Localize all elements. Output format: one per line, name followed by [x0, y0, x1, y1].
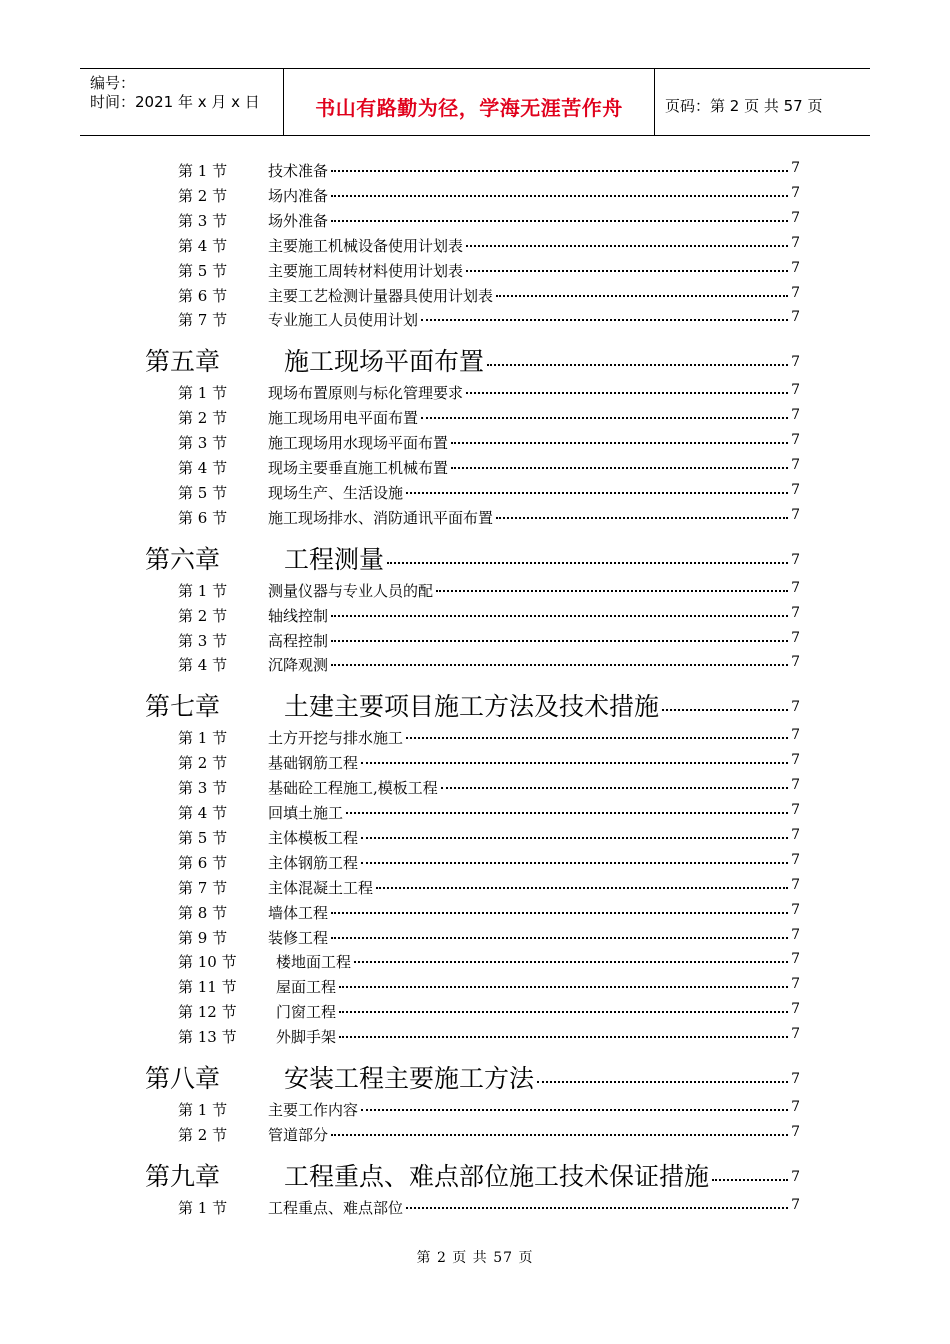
dot-leader [329, 927, 800, 943]
section-title: 高程控制 [268, 631, 329, 650]
toc-entry[interactable] [0, 1001, 950, 1023]
dot-leader [337, 976, 800, 992]
toc-entry[interactable] [0, 877, 950, 899]
dot-leader [352, 951, 800, 967]
dot-leader [710, 1169, 800, 1185]
leader-dots [406, 736, 788, 739]
dot-leader [359, 752, 800, 768]
leader-dots [331, 663, 788, 666]
leader-dots [339, 1035, 788, 1038]
page-number: 7 [791, 1099, 800, 1115]
page-number: 7 [791, 752, 800, 769]
toc-entry[interactable] [0, 752, 950, 774]
section-title: 管道部分 [268, 1125, 329, 1144]
section-title: 主体模板工程 [268, 828, 359, 847]
dot-leader [660, 699, 800, 715]
dot-leader [464, 260, 800, 276]
section-number: 第 4 节 [178, 459, 228, 477]
section-title: 技术准备 [268, 162, 329, 180]
page-number: 7 [791, 579, 800, 596]
leader-dots [354, 960, 788, 963]
page-number: 7 [791, 802, 800, 818]
dot-leader [329, 210, 800, 226]
section-number: 第 1 节 [178, 581, 228, 600]
page-number: 7 [791, 777, 800, 794]
page-number: 7 [791, 457, 800, 473]
toc-entry[interactable] [0, 457, 950, 479]
dot-leader [439, 777, 800, 793]
section-title: 回填土施工 [268, 804, 344, 822]
section-title: 专业施工人员使用计划 [268, 311, 419, 330]
section-title: 工程重点、难点部位 [268, 1198, 404, 1217]
leader-dots [331, 194, 788, 197]
leader-dots [466, 391, 788, 394]
section-number: 第 1 节 [178, 1101, 228, 1119]
chapter-number: 第九章 [145, 1161, 221, 1191]
toc-entry[interactable] [0, 1026, 950, 1048]
toc-chapter[interactable] [0, 1157, 950, 1191]
section-title: 施工现场排水、消防通讯平面布置 [268, 508, 494, 527]
leader-dots [436, 589, 788, 592]
page-number: 7 [791, 727, 800, 744]
toc-entry[interactable] [0, 976, 950, 998]
chapter-title: 安装工程主要施工方法 [284, 1064, 535, 1093]
toc-entry[interactable] [0, 1099, 950, 1121]
section-title: 沉降观测 [268, 656, 329, 675]
dot-leader [359, 852, 800, 868]
page-number: 7 [791, 876, 800, 893]
toc-entry[interactable] [0, 432, 950, 454]
section-number: 第 10 节 [178, 953, 237, 972]
leader-dots [712, 1178, 788, 1181]
dot-leader [494, 285, 800, 301]
chapter-title: 工程测量 [284, 544, 385, 574]
section-number: 第 3 节 [178, 779, 228, 798]
page-number: 7 [791, 184, 800, 201]
dot-leader [329, 160, 800, 176]
section-title: 屋面工程 [276, 978, 337, 997]
dot-leader [419, 407, 800, 423]
dot-leader [535, 1071, 800, 1087]
leader-dots [376, 886, 788, 889]
chapter-number: 第六章 [145, 544, 221, 574]
section-title: 墙体工程 [268, 903, 329, 922]
page-number: 7 [791, 551, 800, 568]
section-number: 第 1 节 [178, 162, 228, 180]
motto: 书山有路勤为径，学海无涯苦作舟 [315, 96, 623, 120]
section-number: 第 5 节 [178, 261, 228, 280]
section-number: 第 5 节 [178, 828, 228, 847]
leader-dots [451, 466, 788, 469]
section-title: 测量仪器与专业人员的配 [268, 581, 434, 600]
page-number: 7 [791, 1168, 800, 1185]
page-number: 7 [791, 1196, 800, 1213]
section-number: 第 1 节 [178, 384, 228, 403]
section-number: 第 2 节 [178, 606, 228, 625]
toc-entry[interactable] [0, 852, 950, 874]
dot-leader [329, 902, 800, 918]
leader-dots [441, 786, 788, 789]
dot-leader [485, 354, 800, 370]
leader-dots [451, 441, 788, 444]
leader-dots [331, 219, 788, 222]
page-number: 7 [791, 604, 800, 621]
leader-dots [339, 985, 788, 988]
dot-leader [337, 1026, 800, 1042]
page-number: 7 [791, 354, 800, 371]
chapter-number: 第五章 [145, 347, 221, 377]
section-title: 现场布置原则与标化管理要求 [268, 384, 464, 403]
toc-entry[interactable] [0, 605, 950, 627]
section-title: 主要工作内容 [268, 1101, 359, 1119]
section-title: 轴线控制 [268, 606, 329, 625]
toc-entry[interactable] [0, 802, 950, 824]
section-number: 第 4 节 [178, 236, 228, 255]
section-title: 主要施工机械设备使用计划表 [268, 236, 464, 255]
section-number: 第 2 节 [178, 409, 228, 428]
toc-entry[interactable] [0, 827, 950, 849]
dot-leader [359, 827, 800, 843]
leader-dots [421, 318, 788, 321]
page-number: 7 [791, 259, 800, 276]
dot-leader [359, 1099, 800, 1115]
toc-entry[interactable] [0, 382, 950, 404]
toc-chapter[interactable] [0, 540, 950, 574]
leader-dots [537, 1080, 788, 1083]
dot-leader [329, 1124, 800, 1140]
section-number: 第 3 节 [178, 211, 228, 230]
section-number: 第 1 节 [178, 729, 228, 748]
section-number: 第 4 节 [178, 656, 228, 675]
toc-entry[interactable] [0, 727, 950, 749]
serial-label: 编号： [90, 74, 136, 92]
page-number: 7 [791, 309, 800, 326]
leader-dots [387, 561, 788, 564]
section-number: 第 5 节 [178, 483, 228, 502]
page-number: 7 [791, 826, 800, 843]
section-title: 楼地面工程 [276, 953, 352, 972]
leader-dots [421, 416, 788, 419]
dot-leader [337, 1001, 800, 1017]
dot-leader [494, 507, 800, 523]
leader-dots [487, 363, 788, 366]
leader-dots [331, 614, 788, 617]
dot-leader [329, 654, 800, 670]
leader-dots [346, 811, 788, 814]
dot-leader [329, 605, 800, 621]
section-title: 主体混凝土工程 [268, 878, 374, 897]
toc-entry[interactable] [0, 927, 950, 949]
toc-entry[interactable] [0, 630, 950, 652]
page-number: 7 [791, 209, 800, 226]
section-title: 主体钢筋工程 [268, 853, 359, 872]
section-title: 门窗工程 [276, 1003, 337, 1022]
page-number: 7 [791, 1026, 800, 1043]
page-number: 7 [791, 481, 800, 498]
section-title: 场内准备 [268, 186, 329, 205]
section-number: 第 12 节 [178, 1003, 237, 1022]
dot-leader [344, 802, 800, 818]
section-number: 第 7 节 [178, 311, 228, 330]
leader-dots [361, 761, 788, 764]
toc-entry[interactable] [0, 235, 950, 257]
toc-chapter[interactable] [0, 687, 950, 721]
toc-entry[interactable] [0, 210, 950, 232]
dot-leader [449, 457, 800, 473]
leader-dots [466, 244, 788, 247]
dot-leader [404, 1197, 800, 1213]
section-number: 第 3 节 [178, 631, 228, 650]
section-title: 基础钢筋工程 [268, 754, 359, 773]
page-number: 7 [791, 1071, 800, 1087]
chapter-title: 工程重点、难点部位施工技术保证措施 [284, 1161, 710, 1191]
leader-dots [331, 639, 788, 642]
leader-dots [406, 491, 788, 494]
page-number: 7 [791, 699, 800, 716]
section-title: 基础砼工程施工,模板工程 [268, 779, 438, 798]
toc-entry[interactable] [0, 407, 950, 429]
dot-leader [374, 877, 800, 893]
dot-leader [385, 552, 800, 568]
page-number: 7 [791, 629, 800, 646]
toc-entry[interactable] [0, 1124, 950, 1146]
toc-entry[interactable] [0, 482, 950, 504]
section-number: 第 11 节 [178, 978, 237, 997]
section-number: 第 1 节 [178, 1198, 228, 1217]
page-number: 7 [791, 160, 800, 176]
page-number: 7 [791, 382, 800, 399]
toc-entry[interactable] [0, 951, 950, 973]
leader-dots [361, 836, 788, 839]
section-number: 第 7 节 [178, 878, 228, 897]
dot-leader [464, 382, 800, 398]
leader-dots [331, 1133, 788, 1136]
section-title: 土方开挖与排水施工 [268, 729, 404, 748]
page-number: 7 [791, 976, 800, 993]
section-title: 现场生产、生活设施 [268, 483, 404, 502]
section-title: 外脚手架 [276, 1028, 337, 1047]
toc-entry[interactable] [0, 260, 950, 282]
page-number: 7 [791, 1001, 800, 1018]
toc-entry[interactable] [0, 777, 950, 799]
leader-dots [466, 269, 788, 272]
toc-entry[interactable] [0, 580, 950, 602]
toc-entry[interactable] [0, 185, 950, 207]
page-number: 7 [791, 901, 800, 918]
page-number: 7 [791, 951, 800, 968]
section-title: 施工现场用电平面布置 [268, 409, 419, 428]
toc-chapter[interactable] [0, 342, 950, 376]
section-number: 第 6 节 [178, 508, 228, 527]
leader-dots [331, 911, 788, 914]
section-number: 第 2 节 [178, 1125, 228, 1144]
toc-entry[interactable] [0, 654, 950, 676]
page-footer: 第 2 页 共 57 页 [416, 1250, 534, 1266]
page-number: 7 [791, 234, 800, 251]
page-number: 7 [791, 432, 800, 449]
leader-dots [339, 1010, 788, 1013]
time-label: 时间：2021 年 x 月 x 日 [90, 93, 260, 111]
toc-entry[interactable] [0, 160, 950, 182]
leader-dots [496, 294, 788, 297]
leader-dots [361, 861, 788, 864]
toc-entry[interactable] [0, 902, 950, 924]
page-number: 7 [791, 284, 800, 301]
section-title: 主要工艺检测计量器具使用计划表 [268, 286, 494, 305]
section-title: 主要施工周转材料使用计划表 [268, 261, 464, 280]
section-number: 第 2 节 [178, 754, 228, 773]
dot-leader [404, 727, 800, 743]
chapter-number: 第八章 [145, 1064, 221, 1093]
dot-leader [329, 185, 800, 201]
dot-leader [449, 432, 800, 448]
leader-dots [331, 936, 788, 939]
toc-entry[interactable] [0, 1197, 950, 1219]
section-number: 第 9 节 [178, 928, 228, 947]
section-number: 第 2 节 [178, 186, 228, 205]
page-number: 7 [791, 1123, 800, 1140]
dot-leader [419, 309, 800, 325]
toc-entry[interactable] [0, 309, 950, 331]
chapter-title: 土建主要项目施工方法及技术措施 [284, 692, 660, 722]
leader-dots [361, 1108, 788, 1111]
dot-leader [329, 630, 800, 646]
page-number: 7 [791, 407, 800, 424]
leader-dots [331, 169, 788, 172]
dot-leader [434, 580, 800, 596]
leader-dots [496, 516, 788, 519]
page-number: 7 [791, 654, 800, 671]
dot-leader [404, 482, 800, 498]
section-number: 第 4 节 [178, 804, 228, 822]
section-title: 施工现场用水现场平面布置 [268, 434, 449, 453]
page-number: 7 [791, 851, 800, 868]
chapter-number: 第七章 [145, 692, 221, 722]
section-number: 第 6 节 [178, 286, 228, 305]
section-number: 第 13 节 [178, 1028, 237, 1047]
toc-chapter[interactable] [0, 1059, 950, 1093]
toc-entry[interactable] [0, 507, 950, 529]
chapter-title: 施工现场平面布置 [284, 347, 485, 377]
leader-dots [662, 708, 788, 711]
page-number: 7 [791, 506, 800, 523]
section-number: 第 3 节 [178, 434, 228, 453]
toc-entry[interactable] [0, 285, 950, 307]
section-title: 现场主要垂直施工机械布置 [268, 459, 449, 477]
section-number: 第 6 节 [178, 853, 228, 872]
leader-dots [406, 1206, 788, 1209]
section-number: 第 8 节 [178, 903, 228, 922]
section-title: 场外准备 [268, 211, 329, 230]
page-info: 页码：第 2 页 共 57 页 [665, 97, 823, 115]
page-number: 7 [791, 926, 800, 943]
section-title: 装修工程 [268, 928, 329, 947]
dot-leader [464, 235, 800, 251]
